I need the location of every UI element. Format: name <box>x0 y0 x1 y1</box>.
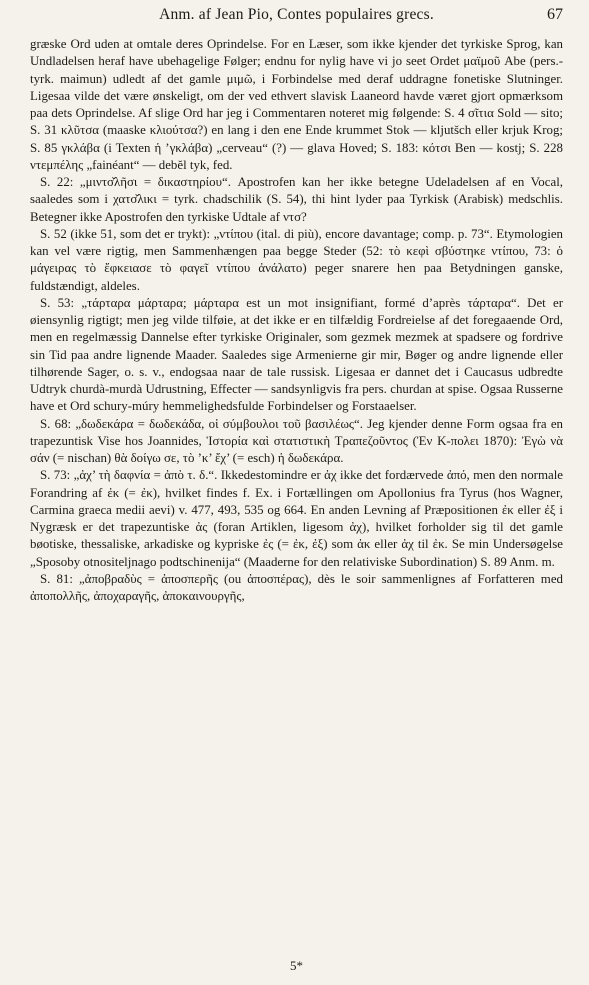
paragraph: S. 52 (ikke 51, som det er trykt): „ντίπου (ital. di più), encore davantage; comp. p. 73“. Etymologien kan vel være rigtig, men Sammenhængen paa begge Steder (52: τὸ κεφὶ σβύστηκε ντίπου, 73: ὁ μάγειρας τὸ ἔφκειασε τὸ φαγεῖ ντίπου ἀνάλατο) peger snarere hen paa Betydningen ganske, fuldstændigt, aldeles. <box>30 226 563 293</box>
signature-mark: 5* <box>290 958 303 973</box>
page-number: 67 <box>547 6 563 23</box>
paragraph: S. 22: „μιντσ̌λῆσι = δικαστηρίου“. Apostrofen kan her ikke betegne Udeladelsen af en Vocal, saaledes som i χατσ̌λικι = tyrk. chadschilik (S. 54), thi hint lyder paa Tyrkisk (Arabisk) medschlis. Betegner ikke Apostrofen den tyrkiske Udtale af ντσ? <box>30 175 563 224</box>
paragraph: S. 68: „δωδεκάρα = δωδεκάδα, οἱ σύμβουλοι τοῦ βασιλέως“. Jeg kjender denne Form ogsaa fra en trapezuntisk Vise hos Joannides, Ἱστορία καὶ στατιστικὴ Τραπεζοῦντος (Ἐν Κ-πολει 1870): Ἐγὼ νὰ σάν (= nischan) θὰ δοίγω σε, τὸ ’κ’ ἔχ’ (= esch) ἡ δωδεκάρα. <box>30 416 563 465</box>
paragraph: S. 81: „ἀποβραδὺς = ἀποσπερῆς (ou ἀποσπέρας), dès le soir sammenlignes af Forfatteren med ἀποπολλῆς, ἀποχαραγῆς, ἀποκαινουργῆς, <box>30 571 563 603</box>
paragraph: græske Ord uden at omtale deres Oprindelse. For en Læser, som ikke kjender det tyrkiske Sprog, kan Undladelsen heraf have ubehagelige Følger; endnu for nylig have vi jo seet Ordet μαϊμοῦ Abe (pers.-tyrk. maimun) udledt af det gamle μιμῶ, i Forbindelse med deraf uddragne fonetiske Slutninger. Ligesaa vilde det være ønskeligt, om der ved ethvert slavisk Laaneord havde været gjort opmærksom paa dets Oprindelse. Af slige Ord har jeg i Commentaren noteret mig følgende: S. 4 σῖτια Sold — sito; S. 31 κλῦτσα (maaske κλιούτσα?) en lang i den ene Ende krummet Stok — kljutšch eller krjuk Krog; S. 85 γκλάβα (i Texten ἡ ’γκλάβα) „cerveau“ (?) — glava Hoved; S. 183: κότσι Ben — kostj; S. 228 ντεμπέλης „fainéant“ — debĕl tyk, fed. <box>30 37 563 172</box>
running-header <box>30 6 563 26</box>
paragraph: S. 53: „τάρταρα μάρταρα; μάρταρα est un mot insignifiant, formé d’après τάρταρα“. Det er øiensynlig rigtigt; men jeg vilde tilføie, at det ikke er en tilfældig Fordreielse af det foregaaende Ord, men en regelmæssig Dannelse efter tyrkiske Originaler, som gezmek mezmek at spadsere og fordrive sin Tid paa andre lignende Maader. Saaledes sige Armenierne gir mir, Bøger og andre lignende eller tilhørende Sager, o. s. v., endogsaa naar de tale russisk. Ligesaa er dannet det i Caucasus udbredte Udtryk churdà-murdà Udrustning, Effecter — sandsynligvis fra pers. churdan at spise. Ogsaa Russerne have et Ord schury-múry hemmelighedsfulde Forbindelser og Forstaaelser. <box>30 295 563 414</box>
paragraph: S. 73: „ἀχ’ τὴ δαφνία = ἀπὸ τ. δ.“. Ikkedestomindre er ἀχ ikke det fordærvede ἀπό, men den normale Forandring af ἐκ (= ἐκ), hvilket findes f. Ex. i Fortællingen om Apollonius fra Tyrus (hos Wagner, Carmina graeca medii aevi) v. 477, 493, 535 og 664. En anden Levning af Præpositionen ἐκ eller ἐξ i Nygræsk er det trapezuntiske ἀς (foran Artiklen, ligesom ἀχ), hvilket forholder sig til det gamle bøotiske, thessaliske, arkadiske og kypriske ἐς (= ἐκ, ἐξ) som ἀκ eller ἀχ til ἐκ. Se min Undersøgelse „Sposoby otnositeljnago podtschinenija“ (Maaderne for den relativiske Subordination) S. 89 Anm. m. <box>30 468 563 569</box>
body-text <box>30 36 563 605</box>
running-title: Anm. af Jean Pio, Contes populaires grecs. <box>159 6 434 23</box>
